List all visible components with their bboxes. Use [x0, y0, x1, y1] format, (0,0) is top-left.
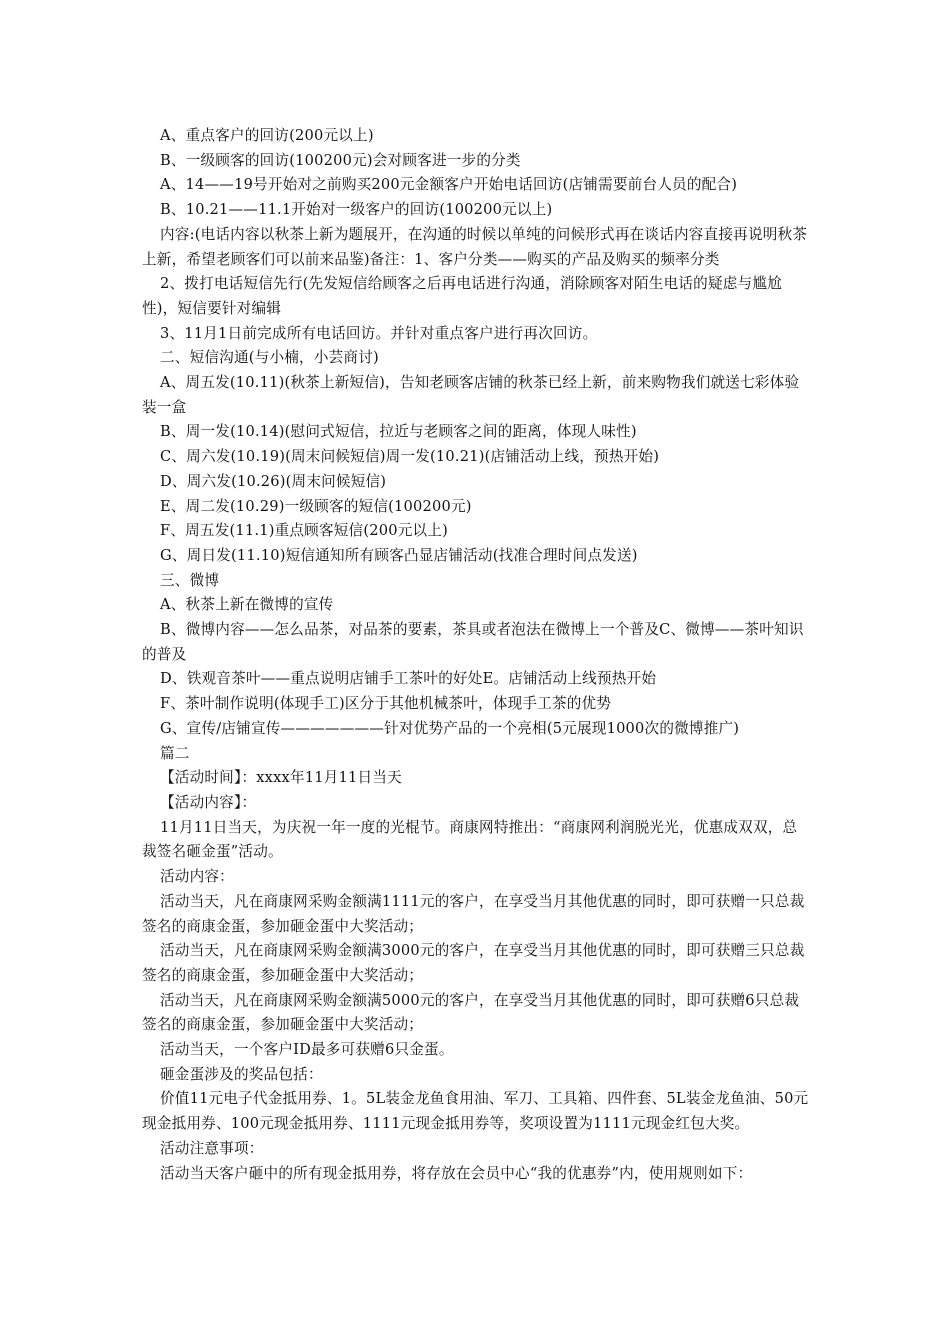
paragraph: 活动注意事项： [160, 1139, 264, 1157]
paragraph: 【活动内容】： [160, 793, 257, 811]
paragraph: B、10.21——11.1开始对一级客户的回访(100200元以上) [160, 201, 553, 219]
paragraph: 砸金蛋涉及的奖品包括： [160, 1065, 323, 1083]
paragraph: B、微博内容——怎么品茶，对品茶的要素，茶具或者泡法在微博上一个普及C、微博——茶叶知识的普及 [142, 621, 804, 663]
paragraph: B、周一发(10.14)(慰问式短信，拉近与老顾客之间的距离，体现人味性) [160, 423, 637, 441]
paragraph: 价值11元电子代金抵用券、1。5L装金龙鱼食用油、军刀、工具箱、四件套、5L装金龙鱼油、50元现金抵用券、100元现金抵用券、1111元现金抵用券等，奖项设置为1111元现金红包大奖。 [142, 1090, 809, 1133]
paragraph: 活动内容： [160, 868, 234, 886]
paragraph: 活动当天，凡在商康网采购金额满5000元的客户，在享受当月其他优惠的同时，即可获赠6只总裁签名的商康金蛋，参加砸金蛋中大奖活动； [142, 991, 800, 1034]
paragraph: 2、拨打电话短信先行(先发短信给顾客之后再电话进行沟通，消除顾客对陌生电话的疑虑与尴尬性)，短信要针对编辑 [142, 275, 782, 317]
section-heading: 二、短信沟通(与小楠，小芸商讨) [160, 349, 379, 367]
paragraph: F、周五发(11.1)重点顾客短信(200元以上) [160, 522, 448, 540]
section-heading: 三、微博 [160, 571, 220, 589]
paragraph: C、周六发(10.19)(周末问候短信)周一发(10.21)(店铺活动上线，预热开始) [160, 448, 660, 466]
paragraph: B、一级顾客的回访(100200元)会对顾客进一步的分类 [160, 151, 521, 169]
paragraph: A、秋茶上新在微博的宣传 [160, 596, 334, 614]
paragraph: F、茶叶制作说明(体现手工)区分于其他机械茶叶，体现手工茶的优势 [160, 695, 612, 713]
paragraph: A、周五发(10.11)(秋茶上新短信)，告知老顾客店铺的秋茶已经上新，前来购物我们就送七彩体验装一盒 [142, 374, 800, 416]
paragraph: G、周日发(11.10)短信通知所有顾客凸显店铺活动(找准合理时间点发送) [160, 546, 638, 564]
paragraph: 活动当天客户砸中的所有现金抵用券，将存放在会员中心“我的优惠券”内，使用规则如下： [160, 1164, 753, 1182]
paragraph: 活动当天，一个客户ID最多可获赠6只金蛋。 [160, 1041, 454, 1059]
paragraph: 内容:(电话内容以秋茶上新为题展开，在沟通的时候以单纯的问候形式再在谈话内容直接再说明秋茶上新，希望老顾客们可以前来品鉴)备注：1、客户分类——购买的产品及购买的频率分类 [142, 225, 808, 268]
document-body [142, 124, 810, 1186]
paragraph: D、周六发(10.26)(周末问候短信) [160, 472, 387, 490]
paragraph: 【活动时间】：xxxx年11月11日当天 [160, 769, 402, 787]
section-heading: 篇二 [160, 744, 190, 762]
paragraph: 活动当天，凡在商康网采购金额满1111元的客户，在享受当月其他优惠的同时，即可获赠一只总裁签名的商康金蛋，参加砸金蛋中大奖活动； [142, 892, 805, 935]
paragraph: 活动当天，凡在商康网采购金额满3000元的客户，在享受当月其他优惠的同时，即可获赠三只总裁签名的商康金蛋，参加砸金蛋中大奖活动； [142, 942, 805, 984]
paragraph: 11月11日当天，为庆祝一年一度的光棍节。商康网特推出：“商康网利润脱光光，优惠成双双，总裁签名砸金蛋”活动。 [142, 818, 798, 861]
paragraph: E、周二发(10.29)一级顾客的短信(100200元) [160, 497, 472, 515]
paragraph: 3、11月1日前完成所有电话回访。并针对重点客户进行再次回访。 [160, 324, 598, 342]
paragraph: G、宣传/店铺宣传———————针对优势产品的一个亮相(5元展现1000次的微博推广) [160, 719, 740, 737]
paragraph: A、重点客户的回访(200元以上) [160, 127, 374, 144]
paragraph: A、14——19号开始对之前购买200元金额客户开始电话回访(店铺需要前台人员的配合) [160, 176, 738, 194]
paragraph: D、铁观音茶叶——重点说明店铺手工茶叶的好处E。店铺活动上线预热开始 [160, 670, 657, 688]
